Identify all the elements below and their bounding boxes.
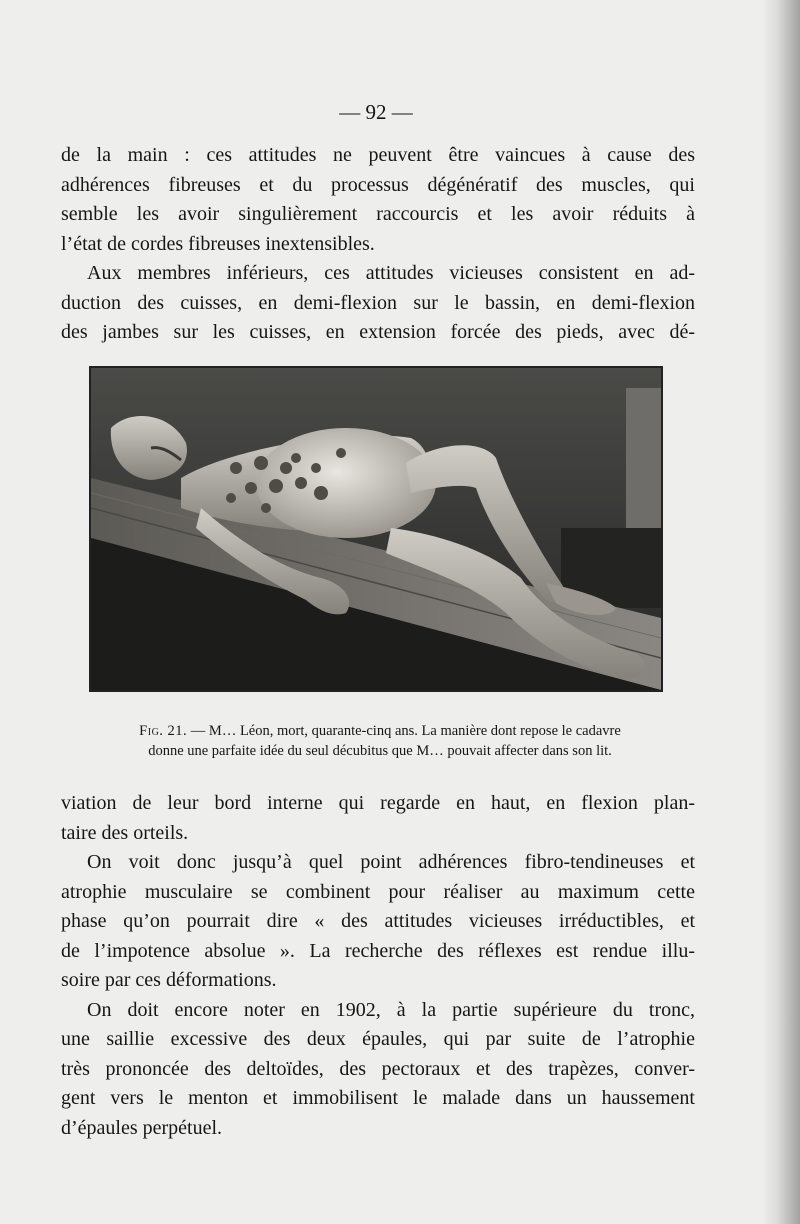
- text-line: une saillie excessive des deux épaules, qui par suite de l’atrophie: [61, 1028, 695, 1050]
- text-line: taire des orteils.: [61, 821, 189, 844]
- text-block-top: [61, 141, 695, 348]
- text-line: gent vers le menton et immobilisent le malade dans un haussement: [61, 1087, 695, 1109]
- caption-line: [70, 721, 690, 741]
- text-line: très prononcée des deltoïdes, des pectoraux et des trapèzes, conver-: [61, 1057, 695, 1080]
- figure-photograph: [89, 366, 663, 692]
- text-line: adhérences fibreuses et du processus dégénératif des muscles, qui: [61, 173, 695, 196]
- text-line: soire par ces déformations.: [61, 969, 277, 991]
- text-line: semble les avoir singulièrement raccourcis et les avoir réduits à: [61, 203, 695, 225]
- figure-label: Fig. 21.: [139, 723, 188, 739]
- text-line: On doit encore noter en 1902, à la partie supérieure du tronc,: [87, 998, 695, 1021]
- text-line: duction des cuisses, en demi-flexion sur le bassin, en demi-flexion: [61, 291, 695, 314]
- figure-caption: [70, 721, 690, 761]
- text-block-bottom: [61, 789, 695, 1143]
- text-line: viation de leur bord interne qui regarde en haut, en flexion plan-: [61, 792, 695, 814]
- page-edge-shadow: [762, 0, 800, 1224]
- text-line: de la main : ces attitudes ne peuvent être vaincues à cause des: [61, 144, 695, 166]
- text-line: d’épaules perpétuel.: [61, 1116, 223, 1139]
- caption-text: — M… Léon, mort, quarante-cinq ans. La manière dont repose le cadavre: [187, 723, 621, 739]
- text-line: Aux membres inférieurs, ces attitudes vicieuses consistent en ad-: [87, 262, 695, 284]
- text-line: des jambes sur les cuisses, en extension forcée des pieds, avec dé-: [61, 321, 695, 343]
- text-line: l’état de cordes fibreuses inextensibles.: [61, 232, 375, 255]
- photograph-image: [91, 368, 661, 690]
- text-line: de l’impotence absolue ». La recherche des réflexes est rendue illu-: [61, 939, 695, 962]
- text-line: On voit donc jusqu’à quel point adhérences fibro-tendineuses et: [87, 851, 695, 873]
- text-line: phase qu’on pourrait dire « des attitudes vicieuses irréductibles, et: [61, 910, 695, 932]
- text-line: atrophie musculaire se combinent pour réaliser au maximum cette: [61, 880, 695, 903]
- page-number: — 92 —: [339, 100, 413, 124]
- caption-line: donne une parfaite idée du seul décubitus que M… pouvait affecter dans son lit.: [148, 743, 612, 759]
